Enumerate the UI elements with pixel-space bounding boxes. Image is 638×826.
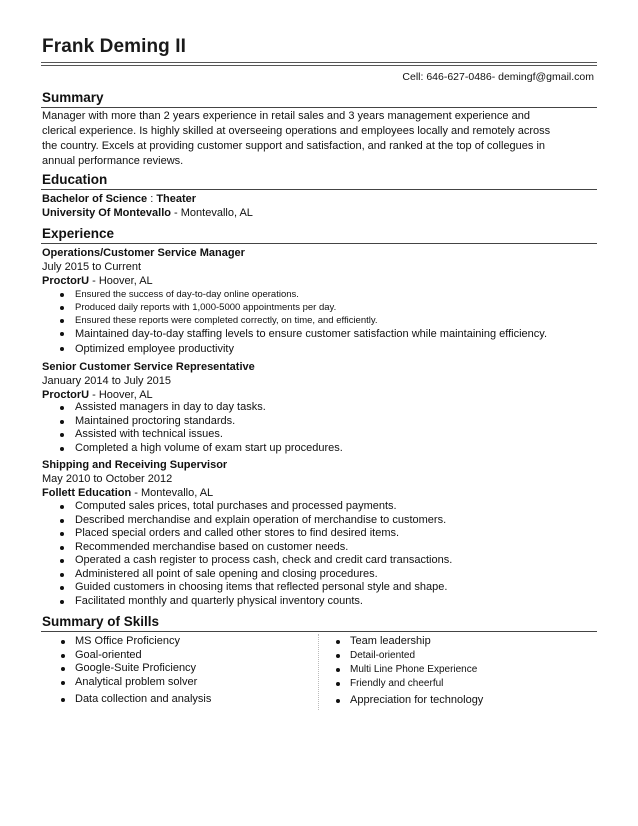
job-title: Senior Customer Service Representative [42,361,255,373]
bullet-icon [60,433,64,437]
list-item: Team leadership [336,635,483,649]
bullet-icon [60,546,64,550]
header-rule-bottom [41,65,597,66]
education-school: University Of Montevallo [42,207,171,219]
list-item: Described merchandise and explain operation of merchandise to customers. [60,514,452,528]
job-company: Follett Education [42,487,132,499]
job-dates: January 2014 to July 2015 [42,375,172,387]
section-rule-experience [41,243,597,244]
bullet-icon [61,681,65,685]
section-title-summary: Summary [42,90,104,105]
list-item: Facilitated monthly and quarterly physical inventory counts. [60,595,452,609]
bullet-icon [61,654,65,658]
bullet-icon [336,682,340,686]
education-separator: : [147,193,157,205]
bullet-icon [61,698,65,702]
list-item: Multi Line Phone Experience [336,663,483,677]
bullet-icon [60,420,64,424]
job-company: ProctorU [42,275,90,287]
bullet-icon [60,293,64,297]
list-item: Analytical problem solver [61,676,211,690]
list-item: MS Office Proficiency [61,635,211,649]
education-degree: Bachelor of Science [42,193,148,205]
list-item: Detail-oriented [336,649,483,663]
section-rule-education [41,189,597,190]
list-item: Ensured these reports were completed correctly, on time, and efficiently. [60,314,547,327]
list-item: Appreciation for technology [336,694,483,708]
job-bullet-list [60,288,547,357]
list-item: Maintained proctoring standards. [60,415,343,429]
skills-column-divider [318,634,319,710]
section-title-skills: Summary of Skills [42,614,160,629]
list-item: Produced daily reports with 1,000-5000 appointments per day. [60,301,547,314]
bullet-icon [60,532,64,536]
bullet-icon [60,600,64,604]
job-bullet-list [60,500,452,608]
section-title-education: Education [42,172,108,187]
list-item: Optimized employee productivity [60,342,547,357]
candidate-name: Frank Deming II [42,36,187,57]
education-location: - Montevallo, AL [170,207,253,219]
bullet-icon [60,586,64,590]
header-rule-top [41,62,597,63]
job-dates: May 2010 to October 2012 [42,473,173,485]
job-employer-line [42,274,153,289]
list-item: Ensured the success of day-to-day online operations. [60,288,547,301]
list-item: Computed sales prices, total purchases and processed payments. [60,500,452,514]
section-rule-summary [41,107,597,108]
list-item: Assisted managers in day to day tasks. [60,401,343,415]
bullet-icon [60,406,64,410]
job-dates: July 2015 to Current [42,261,142,273]
list-item: Placed special orders and called other stores to find desired items. [60,527,452,541]
bullet-icon [60,519,64,523]
list-item: Friendly and cheerful [336,677,483,691]
skills-list-right [336,635,483,707]
list-item: Assisted with technical issues. [60,428,343,442]
bullet-icon [336,640,340,644]
education-school-line [42,206,253,221]
bullet-icon [60,447,64,451]
list-item: Guided customers in choosing items that reflected personal style and shape. [60,581,452,595]
bullet-icon [61,640,65,644]
list-item: Recommended merchandise based on customer needs. [60,541,452,555]
skills-list-left [61,635,211,707]
bullet-icon [336,699,340,703]
section-rule-skills [41,631,597,632]
list-item: Operated a cash register to process cash, check and credit card transactions. [60,554,452,568]
job-bullet-list [60,401,343,455]
job-company: ProctorU [42,389,90,401]
bullet-icon [60,306,64,310]
list-item: Google-Suite Proficiency [61,662,211,676]
bullet-icon [60,573,64,577]
job-employer-line [42,486,213,501]
job-location: - Hoover, AL [89,275,153,287]
education-major: Theater [156,193,197,205]
contact-info: Cell: 646-627-0486- demingf@gmail.com [402,71,594,83]
bullet-icon [60,559,64,563]
bullet-icon [336,654,340,658]
job-location: - Montevallo, AL [131,487,214,499]
bullet-icon [60,505,64,509]
bullet-icon [336,668,340,672]
bullet-icon [60,319,64,323]
list-item: Maintained day-to-day staffing levels to ensure customer satisfaction while maintaining efficiency. [60,327,547,342]
education-degree-line [42,192,196,207]
summary-text: Manager with more than 2 years experience in retail sales and 3 years management experience and clerical experience. Is highly skilled at overseeing operations and employees locally and remotely across the country. Excels at providing customer support and satisfaction, and ranked at the top of collegues in annual performance reviews. [42,110,551,167]
list-item: Completed a high volume of exam start up procedures. [60,442,343,456]
job-title: Operations/Customer Service Manager [42,247,245,259]
bullet-icon [60,332,64,336]
list-item: Administered all point of sale opening and closing procedures. [60,568,452,582]
bullet-icon [61,667,65,671]
bullet-icon [60,347,64,351]
section-title-experience: Experience [42,226,115,241]
list-item: Data collection and analysis [61,693,211,707]
list-item: Goal-oriented [61,649,211,663]
job-location: - Hoover, AL [89,389,153,401]
job-title: Shipping and Receiving Supervisor [42,459,228,471]
